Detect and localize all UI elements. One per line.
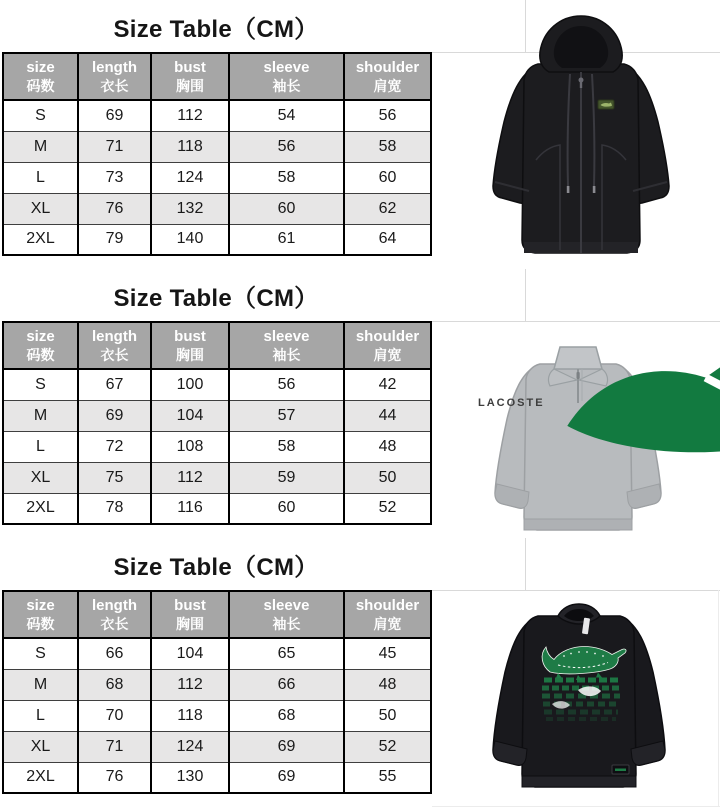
cell-length: 76 (78, 762, 151, 793)
cell-shoulder: 52 (344, 731, 431, 762)
cell-size: 2XL (3, 224, 78, 255)
cell-sleeve: 66 (229, 669, 344, 700)
hem-label (612, 765, 629, 774)
cell-shoulder: 52 (344, 493, 431, 524)
cell-shoulder: 62 (344, 193, 431, 224)
size-table-2 (2, 321, 432, 525)
cell-size: M (3, 669, 78, 700)
table-row (3, 638, 431, 669)
size-table-title-2 (0, 269, 432, 321)
product-photo-black-crewneck (432, 538, 720, 808)
column-header-length: length 衣长 (78, 591, 151, 638)
column-header-bust: bust 胸围 (151, 591, 229, 638)
cell-sleeve: 69 (229, 762, 344, 793)
table-row (3, 162, 431, 193)
table-row (3, 100, 431, 131)
page-title: Size Table（CM） (113, 284, 319, 312)
page-title: Size Table（CM） (113, 553, 319, 581)
size-table-title-1 (0, 0, 432, 52)
header-row (3, 322, 431, 369)
cell-shoulder: 55 (344, 762, 431, 793)
table-row (3, 400, 431, 431)
lacoste-wordmark: LACOSTE (478, 396, 545, 409)
cell-sleeve: 57 (229, 400, 344, 431)
cell-size: XL (3, 193, 78, 224)
cell-bust: 112 (151, 100, 229, 131)
column-header-shoulder: shoulder 肩宽 (344, 591, 431, 638)
column-header-shoulder: shoulder 肩宽 (344, 53, 431, 100)
size-table-3 (2, 590, 432, 794)
cell-sleeve: 69 (229, 731, 344, 762)
cell-bust: 108 (151, 431, 229, 462)
cell-shoulder: 58 (344, 131, 431, 162)
size-section-1 (0, 0, 432, 269)
cell-length: 69 (78, 400, 151, 431)
table-row (3, 669, 431, 700)
column-header-shoulder: shoulder 肩宽 (344, 322, 431, 369)
table-row (3, 700, 431, 731)
column-header-size: size 码数 (3, 591, 78, 638)
size-table-title-3 (0, 538, 432, 590)
cell-length: 71 (78, 731, 151, 762)
cell-shoulder: 64 (344, 224, 431, 255)
column-header-sleeve: sleeve 袖长 (229, 322, 344, 369)
table-row (3, 762, 431, 793)
table-row (3, 369, 431, 400)
cell-sleeve: 58 (229, 162, 344, 193)
cell-length: 72 (78, 431, 151, 462)
cell-shoulder: 60 (344, 162, 431, 193)
size-table-1 (2, 52, 432, 256)
size-section-3 (0, 538, 432, 808)
cell-size: S (3, 369, 78, 400)
brand-lockup (478, 328, 720, 478)
cell-shoulder: 50 (344, 462, 431, 493)
cell-length: 75 (78, 462, 151, 493)
column-header-sleeve: sleeve 袖长 (229, 591, 344, 638)
table-row (3, 193, 431, 224)
cell-sleeve: 60 (229, 493, 344, 524)
black-crewneck-illustration (432, 538, 720, 808)
column-header-bust: bust 胸围 (151, 53, 229, 100)
cell-sleeve: 58 (229, 431, 344, 462)
cell-size: S (3, 638, 78, 669)
cell-bust: 100 (151, 369, 229, 400)
cell-size: 2XL (3, 762, 78, 793)
cell-length: 68 (78, 669, 151, 700)
cell-bust: 104 (151, 638, 229, 669)
cell-length: 66 (78, 638, 151, 669)
cell-bust: 140 (151, 224, 229, 255)
header-row (3, 53, 431, 100)
cell-length: 69 (78, 100, 151, 131)
cell-bust: 104 (151, 400, 229, 431)
cell-bust: 130 (151, 762, 229, 793)
column-header-length: length 衣长 (78, 322, 151, 369)
crocodile-logo-icon (550, 328, 720, 478)
black-zip-hoodie-illustration (432, 0, 720, 269)
table-row (3, 493, 431, 524)
cell-sleeve: 56 (229, 131, 344, 162)
cell-size: L (3, 162, 78, 193)
page-title: Size Table（CM） (113, 15, 319, 43)
cell-bust: 112 (151, 462, 229, 493)
cell-length: 79 (78, 224, 151, 255)
cell-length: 70 (78, 700, 151, 731)
cell-size: M (3, 131, 78, 162)
table-row (3, 131, 431, 162)
cell-bust: 118 (151, 131, 229, 162)
cell-length: 73 (78, 162, 151, 193)
cell-sleeve: 60 (229, 193, 344, 224)
cell-size: M (3, 400, 78, 431)
column-header-size: size 码数 (3, 53, 78, 100)
cell-shoulder: 44 (344, 400, 431, 431)
product-photo-black-zip-hoodie (432, 0, 720, 269)
cell-sleeve: 59 (229, 462, 344, 493)
cell-size: L (3, 700, 78, 731)
cell-size: S (3, 100, 78, 131)
cell-bust: 112 (151, 669, 229, 700)
crocodile-logo-icon (598, 100, 614, 109)
cell-shoulder: 45 (344, 638, 431, 669)
table-row (3, 731, 431, 762)
cell-length: 67 (78, 369, 151, 400)
cell-shoulder: 48 (344, 669, 431, 700)
product-photo-gray-half-zip (432, 269, 720, 538)
cell-shoulder: 48 (344, 431, 431, 462)
column-header-size: size 码数 (3, 322, 78, 369)
header-row (3, 591, 431, 638)
table-row (3, 462, 431, 493)
cell-size: L (3, 431, 78, 462)
cell-size: XL (3, 462, 78, 493)
cell-bust: 124 (151, 731, 229, 762)
cell-length: 76 (78, 193, 151, 224)
cell-bust: 116 (151, 493, 229, 524)
cell-sleeve: 56 (229, 369, 344, 400)
table-row (3, 224, 431, 255)
cell-sleeve: 54 (229, 100, 344, 131)
column-header-length: length 衣长 (78, 53, 151, 100)
column-header-bust: bust 胸围 (151, 322, 229, 369)
cell-shoulder: 42 (344, 369, 431, 400)
cell-sleeve: 61 (229, 224, 344, 255)
cell-sleeve: 68 (229, 700, 344, 731)
cell-shoulder: 50 (344, 700, 431, 731)
size-section-2 (0, 269, 432, 538)
cell-length: 71 (78, 131, 151, 162)
table-row (3, 431, 431, 462)
cell-bust: 124 (151, 162, 229, 193)
products-column (432, 0, 720, 808)
cell-sleeve: 65 (229, 638, 344, 669)
cell-bust: 132 (151, 193, 229, 224)
cell-size: XL (3, 731, 78, 762)
cell-bust: 118 (151, 700, 229, 731)
cell-size: 2XL (3, 493, 78, 524)
cell-length: 78 (78, 493, 151, 524)
column-header-sleeve: sleeve 袖长 (229, 53, 344, 100)
cell-shoulder: 56 (344, 100, 431, 131)
